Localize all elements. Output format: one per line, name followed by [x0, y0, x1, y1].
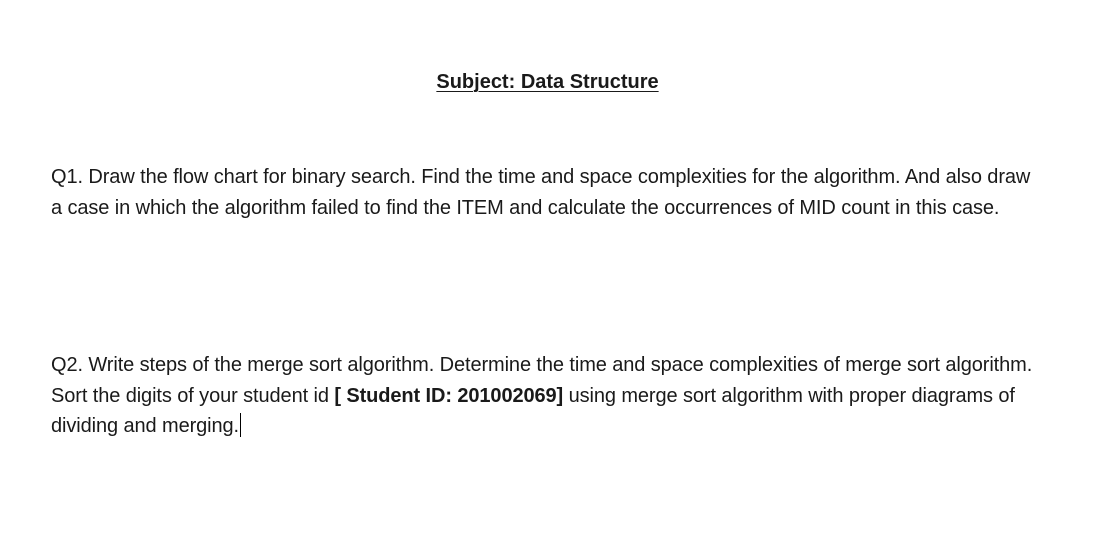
text-cursor: [240, 413, 241, 437]
question-2-text-before: Q2. Write steps of the merge sort algorithm. Determine the time and space complexities of merge sort algorithm. Sort the digits of your student id: [51, 354, 1033, 407]
student-id-text: [ Student ID: 201002069]: [334, 384, 564, 407]
question-2-text-after: using merge sort algorithm with proper diagrams of dividing and merging.: [51, 384, 1015, 437]
question-2[interactable]: [51, 350, 1041, 442]
document-title-text: Subject: Data Structure: [436, 71, 659, 93]
question-1: [51, 162, 1041, 223]
question-1-text: Q1. Draw the flow chart for binary search. Find the time and space complexities for the algorithm. And also draw a case in which the algorithm failed to find the ITEM and calculate the occurrences of MID count in this case.: [51, 166, 1031, 219]
document-title: [0, 68, 1095, 96]
